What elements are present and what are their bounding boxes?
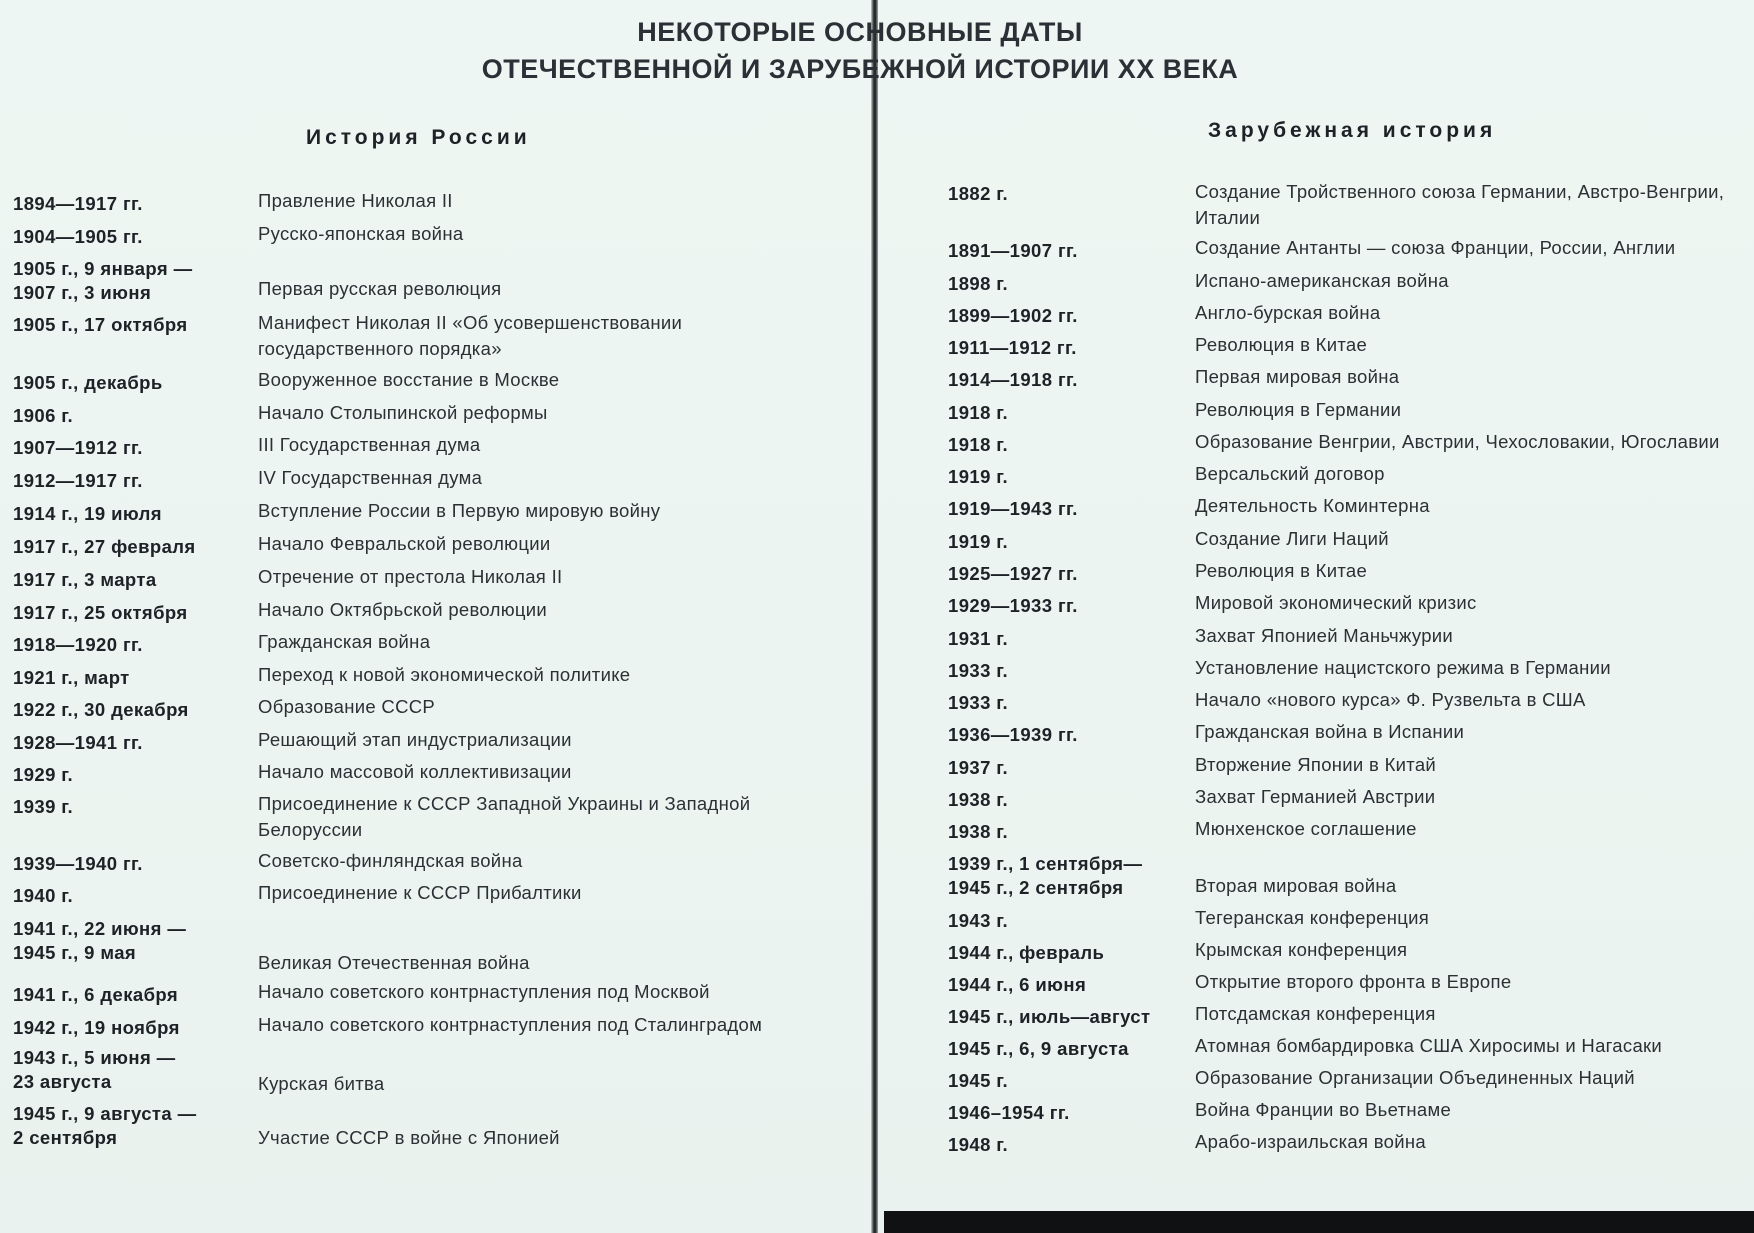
event: Арабо-израильская война — [1195, 1131, 1426, 1152]
event: Великая Отечественная война — [258, 952, 530, 973]
date: 1933 г. — [948, 660, 1009, 681]
event: Советско-финляндская война — [258, 850, 523, 871]
event: Отречение от престола Николая II — [258, 566, 563, 587]
date: 1906 г. — [13, 405, 74, 426]
date: 1907—1912 гг. — [13, 437, 143, 458]
event: Создание Антанты — союза Франции, России, Англии — [1195, 237, 1676, 258]
event: Захват Японией Маньчжурии — [1195, 625, 1454, 646]
date: 1948 г. — [948, 1134, 1009, 1155]
event: Вторая мировая война — [1195, 875, 1397, 896]
event: Вооруженное восстание в Москве — [258, 369, 560, 390]
date: 1898 г. — [948, 273, 1009, 294]
date: 1928—1941 гг. — [13, 732, 143, 753]
date: 1939 г., 1 сентября— 1945 г., 2 сентября — [948, 853, 1143, 898]
event: Русско-японская война — [258, 223, 464, 244]
event: Переход к новой экономической политике — [258, 664, 631, 685]
date: 1945 г., июль—август — [948, 1006, 1151, 1027]
page-title — [420, 14, 1300, 88]
date: 1940 г. — [13, 885, 74, 906]
date: 1918 г. — [948, 402, 1009, 423]
date: 1891—1907 гг. — [948, 240, 1078, 261]
date: 1911—1912 гг. — [948, 337, 1077, 358]
foreign-dates-list — [948, 0, 1748, 1200]
date: 1943 г. — [948, 910, 1009, 931]
date: 1922 г., 30 декабря — [13, 699, 189, 720]
event: Присоединение к СССР Западной Украины и Западной Белоруссии — [258, 793, 751, 840]
date: 1933 г. — [948, 692, 1009, 713]
date: 1937 г. — [948, 757, 1009, 778]
event: Революция в Германии — [1195, 399, 1402, 420]
date: 1929 г. — [13, 764, 74, 785]
event: Революция в Китае — [1195, 334, 1368, 355]
date: 1946–1954 гг. — [948, 1102, 1070, 1123]
date: 1904—1905 гг. — [13, 226, 143, 247]
date: 1917 г., 25 октября — [13, 602, 188, 623]
event: Открытие второго фронта в Европе — [1195, 971, 1512, 992]
event: Мировой экономический кризис — [1195, 592, 1477, 613]
date: 1905 г., декабрь — [13, 372, 163, 393]
event: Испано-американская война — [1195, 270, 1449, 291]
russia-dates-list — [13, 0, 863, 1200]
event: Начало советского контрнаступления под Москвой — [258, 981, 710, 1002]
date: 1905 г., 9 января — 1907 г., 3 июня — [13, 258, 193, 303]
event: Тегеранская конференция — [1195, 907, 1430, 928]
event: Гражданская война — [258, 631, 431, 652]
date: 1917 г., 3 марта — [13, 569, 157, 590]
event: Революция в Китае — [1195, 560, 1368, 581]
event: Начало Февральской революции — [258, 533, 551, 554]
date: 1905 г., 17 октября — [13, 314, 188, 335]
event: Курская битва — [258, 1073, 385, 1094]
date: 1942 г., 19 ноября — [13, 1017, 180, 1038]
date: 1921 г., март — [13, 667, 130, 688]
date: 1918 г. — [948, 434, 1009, 455]
date: 1945 г., 9 августа — 2 сентября — [13, 1103, 197, 1148]
date: 1919 г. — [948, 466, 1009, 487]
date: 1945 г., 6, 9 августа — [948, 1038, 1129, 1059]
event: Версальский договор — [1195, 463, 1385, 484]
date: 1931 г. — [948, 628, 1009, 649]
date: 1917 г., 27 февраля — [13, 536, 196, 557]
date: 1914 г., 19 июля — [13, 503, 162, 524]
date: 1941 г., 22 июня — 1945 г., 9 мая — [13, 918, 187, 963]
event: Создание Тройственного союза Германии, Австро-Венгрии, Италии — [1195, 181, 1725, 228]
date: 1918—1920 гг. — [13, 634, 143, 655]
event: Первая мировая война — [1195, 366, 1400, 387]
date: 1945 г. — [948, 1070, 1009, 1091]
date: 1899—1902 гг. — [948, 305, 1078, 326]
date: 1914—1918 гг. — [948, 369, 1078, 390]
russia-heading: История России — [306, 126, 531, 149]
date: 1882 г. — [948, 183, 1009, 204]
event: Англо-бурская война — [1195, 302, 1381, 323]
event: Первая русская революция — [258, 278, 502, 299]
event: Правление Николая II — [258, 190, 453, 211]
date: 1912—1917 гг. — [13, 470, 143, 491]
date: 1943 г., 5 июня — 23 августа — [13, 1047, 176, 1092]
event: IV Государственная дума — [258, 467, 483, 488]
book-gutter — [871, 0, 878, 1233]
event: Образование Организации Объединенных Наций — [1195, 1067, 1635, 1088]
event: Потсдамская конференция — [1195, 1003, 1436, 1024]
event: Участие СССР в войне с Японией — [258, 1127, 560, 1148]
date: 1938 г. — [948, 789, 1009, 810]
event: III Государственная дума — [258, 434, 481, 455]
event: Мюнхенское соглашение — [1195, 818, 1417, 839]
event: Начало Столыпинской реформы — [258, 402, 548, 423]
date: 1938 г. — [948, 821, 1009, 842]
date: 1919 г. — [948, 531, 1009, 552]
event: Присоединение к СССР Прибалтики — [258, 882, 582, 903]
event: Начало советского контрнаступления под Сталинградом — [258, 1014, 763, 1035]
event: Начало массовой коллективизации — [258, 761, 572, 782]
event: Гражданская война в Испании — [1195, 721, 1465, 742]
title-line-1: НЕКОТОРЫЕ ОСНОВНЫЕ ДАТЫ — [637, 17, 1083, 47]
left-page — [0, 0, 871, 1233]
event: Атомная бомбардировка США Хиросимы и Нагасаки — [1195, 1035, 1663, 1056]
date: 1919—1943 гг. — [948, 498, 1078, 519]
event: Начало Октябрьской революции — [258, 599, 548, 620]
event: Захват Германией Австрии — [1195, 786, 1436, 807]
date: 1939 г. — [13, 796, 74, 817]
event: Установление нацистского режима в Германии — [1195, 657, 1611, 678]
event: Вторжение Японии в Китай — [1195, 754, 1437, 775]
event: Вступление России в Первую мировую войну — [258, 500, 661, 521]
date: 1944 г., февраль — [948, 942, 1105, 963]
event: Манифест Николая II «Об усовершенствовании государственного порядка» — [258, 312, 683, 359]
event: Деятельность Коминтерна — [1195, 495, 1430, 516]
date: 1894—1917 гг. — [13, 193, 143, 214]
event: Решающий этап индустриализации — [258, 729, 572, 750]
date: 1929—1933 гг. — [948, 595, 1078, 616]
date: 1939—1940 гг. — [13, 853, 143, 874]
event: Создание Лиги Наций — [1195, 528, 1389, 549]
date: 1941 г., 6 декабря — [13, 984, 179, 1005]
title-line-2: ОТЕЧЕСТВЕННОЙ И ЗАРУБЕЖНОЙ ИСТОРИИ XX ВЕКА — [481, 54, 1239, 84]
date: 1925—1927 гг. — [948, 563, 1078, 584]
date: 1936—1939 гг. — [948, 724, 1078, 745]
event: Начало «нового курса» Ф. Рузвельта в США — [1195, 689, 1586, 710]
event: Крымская конференция — [1195, 939, 1408, 960]
foreign-heading: Зарубежная история — [1208, 119, 1497, 142]
event: Война Франции во Вьетнаме — [1195, 1099, 1452, 1120]
date: 1944 г., 6 июня — [948, 974, 1087, 995]
scan-shadow — [884, 1211, 1754, 1233]
right-page — [878, 0, 1754, 1233]
event: Образование Венгрии, Австрии, Чехословакии, Югославии — [1195, 431, 1720, 452]
event: Образование СССР — [258, 696, 436, 717]
